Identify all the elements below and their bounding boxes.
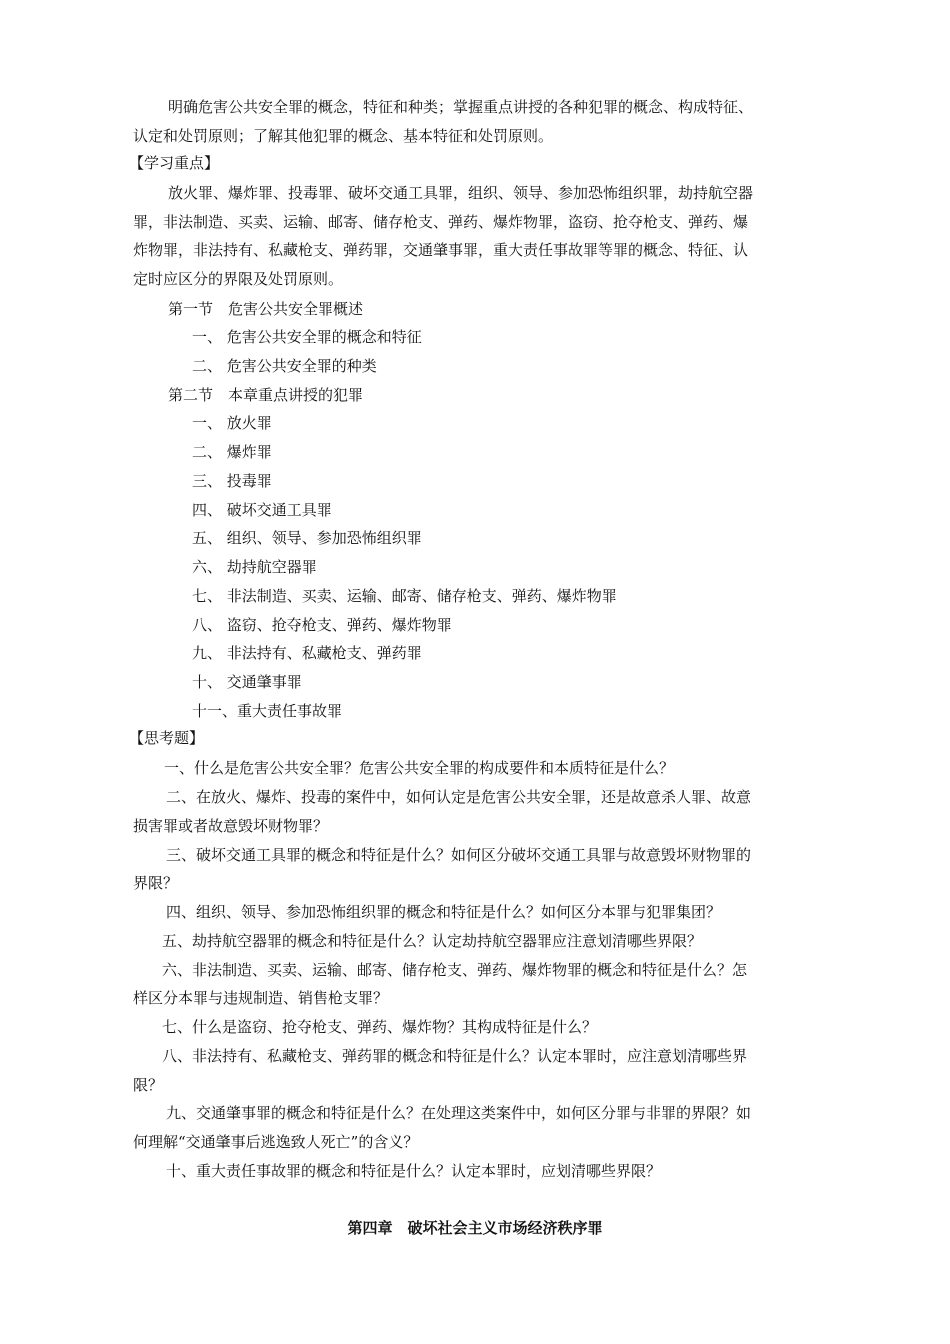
section-2-item: 十一、重大责任事故罪 [192,702,343,720]
chapter-heading: 第四章 破坏社会主义市场经济秩序罪 [347,1219,603,1237]
key-points-line-2: 罪，非法制造、买卖、运输、邮寄、储存枪支、弹药、爆炸物罪，盗窃、抢夺枪支、弹药、爆 [133,213,749,231]
section-2-item: 三、 投毒罪 [192,472,272,490]
question-6-line-1: 六、非法制造、买卖、运输、邮寄、储存枪支、弹药、爆炸物罪的概念和特征是什么？怎 [162,961,748,979]
objectives-line-1: 明确危害公共安全罪的概念，特征和种类；掌握重点讲授的各种犯罪的概念、构成特征、 [168,98,754,116]
section-2-item: 四、 破坏交通工具罪 [192,501,332,519]
section-1-item: 二、 危害公共安全罪的种类 [192,357,377,375]
question-3-line-2: 界限？ [133,874,179,892]
section-2-item: 五、 组织、领导、参加恐怖组织罪 [192,529,422,547]
question-2-line-2: 损害罪或者故意毁坏财物罪？ [133,817,329,835]
section-2-item: 二、 爆炸罪 [192,443,272,461]
key-points-line-3: 炸物罪，非法持有、私藏枪支、弹药罪，交通肇事罪，重大责任事故罪等罪的概念、特征、认 [133,241,749,259]
question-1: 一、什么是危害公共安全罪？危害公共安全罪的构成要件和本质特征是什么？ [164,759,675,777]
question-8-line-1: 八、非法持有、私藏枪支、弹药罪的概念和特征是什么？认定本罪时，应注意划清哪些界 [162,1047,748,1065]
section-2-item: 六、 劫持航空器罪 [192,558,317,576]
question-10: 十、重大责任事故罪的概念和特征是什么？认定本罪时，应划清哪些界限？ [166,1162,662,1180]
question-6-line-2: 样区分本罪与违规制造、销售枪支罪？ [133,989,389,1007]
question-7: 七、什么是盗窃、抢夺枪支、弹药、爆炸物？其构成特征是什么？ [162,1018,598,1036]
question-9-line-1: 九、交通肇事罪的概念和特征是什么？在处理这类案件中，如何区分罪与非罪的界限？如 [166,1104,752,1122]
questions-heading: 【思考题】 [129,729,205,747]
objectives-line-2: 认定和处罚原则；了解其他犯罪的概念、基本特征和处罚原则。 [133,127,554,145]
question-2-line-1: 二、在放火、爆炸、投毒的案件中，如何认定是危害公共安全罪，还是故意杀人罪、故意 [166,788,752,806]
question-3-line-1: 三、破坏交通工具罪的概念和特征是什么？如何区分破坏交通工具罪与故意毁坏财物罪的 [166,846,752,864]
key-points-line-4: 定时应区分的界限及处罚原则。 [133,270,344,288]
question-8-line-2: 限？ [133,1076,164,1094]
key-points-heading: 【学习重点】 [129,154,220,172]
section-2-item: 一、 放火罪 [192,414,272,432]
section-1-title: 第一节 危害公共安全罪概述 [168,300,364,318]
question-9-line-2: 何理解“交通肇事后逃逸致人死亡”的含义？ [133,1133,419,1151]
question-4: 四、组织、领导、参加恐怖组织罪的概念和特征是什么？如何区分本罪与犯罪集团？ [166,903,722,921]
question-5: 五、劫持航空器罪的概念和特征是什么？认定劫持航空器罪应注意划清哪些界限？ [162,932,703,950]
section-2-item: 十、 交通肇事罪 [192,673,302,691]
section-2-item: 八、 盗窃、抢夺枪支、弹药、爆炸物罪 [192,616,452,634]
section-1-item: 一、 危害公共安全罪的概念和特征 [192,328,422,346]
section-2-title: 第二节 本章重点讲授的犯罪 [168,386,364,404]
key-points-line-1: 放火罪、爆炸罪、投毒罪、破坏交通工具罪，组织、领导、参加恐怖组织罪，劫持航空器 [168,184,754,202]
section-2-item: 九、 非法持有、私藏枪支、弹药罪 [192,644,422,662]
section-2-item: 七、 非法制造、买卖、运输、邮寄、储存枪支、弹药、爆炸物罪 [192,587,617,605]
